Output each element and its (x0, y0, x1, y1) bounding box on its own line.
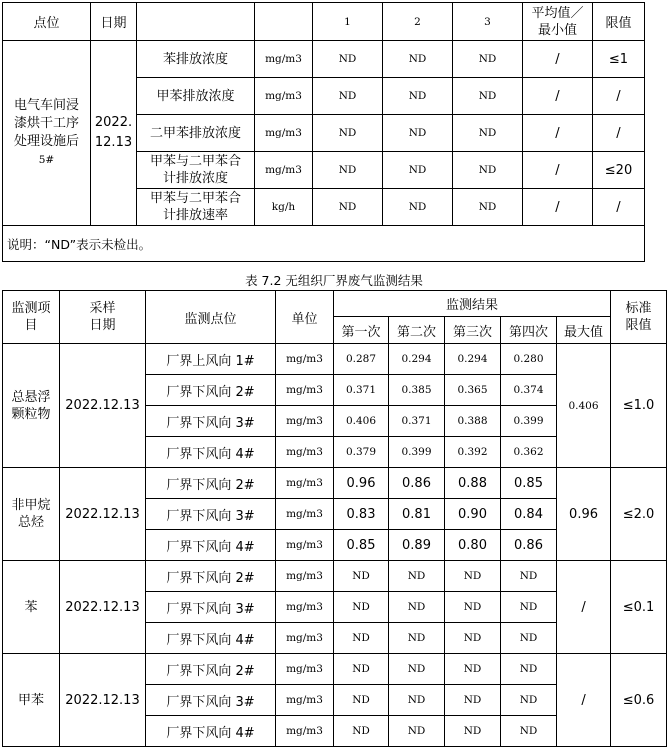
value: 0.90 (445, 499, 501, 530)
sampling-date: 2022.12.13 (60, 468, 146, 561)
monitoring-point: 厂界下风向 4# (146, 623, 276, 654)
value: 0.374 (501, 375, 557, 406)
pollutant-name: 苯排放浓度 (137, 41, 255, 78)
value: ND (313, 78, 383, 115)
average-value: / (523, 41, 593, 78)
sampling-point-line: 5# (38, 154, 55, 166)
monitoring-point: 厂界下风向 2# (146, 561, 276, 592)
header-run-2: 第二次 (389, 317, 445, 344)
value: ND (334, 685, 389, 716)
value: ND (383, 78, 453, 115)
value: ND (445, 685, 501, 716)
value: 0.365 (445, 375, 501, 406)
table-row (3, 654, 667, 685)
limit-value: ≤0.1 (611, 561, 667, 654)
limit-value: ≤0.6 (611, 654, 667, 747)
unit: mg/m3 (276, 716, 334, 747)
max-value: / (557, 561, 611, 654)
table-row (3, 561, 667, 592)
table-row (3, 344, 667, 375)
value: ND (383, 115, 453, 152)
value: 0.83 (334, 499, 389, 530)
table-row (3, 468, 667, 499)
header-blank (137, 3, 255, 41)
unit: mg/m3 (276, 344, 334, 375)
value: 0.379 (334, 437, 389, 468)
value: 0.280 (501, 344, 557, 375)
monitoring-point: 厂界下风向 3# (146, 499, 276, 530)
unit: mg/m3 (255, 41, 313, 78)
sampling-point-line: 电气车间浸 (13, 98, 79, 113)
table-caption: 表 7.2 无组织厂界废气监测结果 (245, 273, 423, 288)
unit: mg/m3 (276, 530, 334, 561)
value: 0.80 (445, 530, 501, 561)
header-sampling-date: 采样 日期 (60, 291, 146, 344)
header-max: 最大值 (557, 317, 611, 344)
unit: mg/m3 (276, 437, 334, 468)
sampling-date-line: 12.13 (94, 135, 133, 150)
value: 0.371 (334, 375, 389, 406)
value: 0.84 (501, 499, 557, 530)
header-run-1: 1 (313, 3, 383, 41)
item-name: 非甲烷 总烃 (3, 468, 60, 561)
value: 0.85 (334, 530, 389, 561)
value: ND (389, 623, 445, 654)
sampling-point (3, 41, 91, 226)
header-date: 日期 (91, 3, 137, 41)
header-item: 监测项 目 (3, 291, 60, 344)
monitoring-point: 厂界下风向 2# (146, 654, 276, 685)
value: 0.96 (334, 468, 389, 499)
value: 0.294 (445, 344, 501, 375)
header-run-3: 3 (453, 3, 523, 41)
max-value: 0.96 (557, 468, 611, 561)
limit-value: / (593, 115, 645, 152)
value: 0.399 (501, 406, 557, 437)
value: ND (313, 41, 383, 78)
sampling-date-line: 2022. (94, 115, 133, 130)
unit: mg/m3 (255, 78, 313, 115)
boundary-gas-table (2, 290, 667, 747)
header-average-line1: 平均值／ (531, 5, 584, 21)
unit: mg/m3 (276, 623, 334, 654)
value: ND (383, 41, 453, 78)
header-limit: 标准 限值 (611, 291, 667, 344)
value: ND (383, 189, 453, 226)
average-value: / (523, 152, 593, 189)
value: ND (389, 716, 445, 747)
value: ND (313, 189, 383, 226)
value: ND (334, 654, 389, 685)
item-name: 苯 (3, 561, 60, 654)
value: ND (453, 115, 523, 152)
value: 0.287 (334, 344, 389, 375)
unit: mg/m3 (276, 685, 334, 716)
value: ND (389, 654, 445, 685)
unit: mg/m3 (276, 592, 334, 623)
header-point: 点位 (3, 3, 91, 41)
header-results: 监测结果 (334, 291, 611, 317)
average-value: / (523, 115, 593, 152)
limit-value: ≤2.0 (611, 468, 667, 561)
value: ND (453, 189, 523, 226)
unit: mg/m3 (276, 375, 334, 406)
value: ND (389, 592, 445, 623)
value: 0.85 (501, 468, 557, 499)
sampling-point-line: 处理设施后 (13, 134, 79, 149)
header-average (523, 3, 593, 41)
value: 0.385 (389, 375, 445, 406)
value: ND (501, 685, 557, 716)
value: 0.406 (334, 406, 389, 437)
unit: mg/m3 (276, 468, 334, 499)
monitoring-point: 厂界下风向 4# (146, 716, 276, 747)
pollutant-name: 甲苯与二甲苯合 计排放浓度 (137, 152, 255, 189)
value: ND (501, 623, 557, 654)
value: ND (334, 561, 389, 592)
limit-value: ≤20 (593, 152, 645, 189)
value: ND (445, 716, 501, 747)
value: 0.88 (445, 468, 501, 499)
value: ND (313, 115, 383, 152)
max-value: 0.406 (557, 344, 611, 468)
value: ND (453, 78, 523, 115)
value: ND (501, 592, 557, 623)
monitoring-point: 厂界下风向 2# (146, 468, 276, 499)
pollutant-name: 二甲苯排放浓度 (137, 115, 255, 152)
monitoring-point: 厂界下风向 4# (146, 530, 276, 561)
value: ND (445, 623, 501, 654)
unit: mg/m3 (255, 115, 313, 152)
max-value: / (557, 654, 611, 747)
value: ND (334, 716, 389, 747)
header-limit: 限值 (593, 3, 645, 41)
item-name: 总悬浮 颗粒物 (3, 344, 60, 468)
average-value: / (523, 189, 593, 226)
unit: mg/m3 (276, 406, 334, 437)
value: ND (501, 716, 557, 747)
value: 0.86 (389, 468, 445, 499)
value: ND (334, 623, 389, 654)
value: ND (383, 152, 453, 189)
header-average-line2: 最小值 (537, 22, 577, 38)
sampling-date (91, 41, 137, 226)
value: 0.81 (389, 499, 445, 530)
header-run-4: 第四次 (501, 317, 557, 344)
sampling-date: 2022.12.13 (60, 344, 146, 468)
unit: mg/m3 (276, 499, 334, 530)
monitoring-point: 厂界下风向 3# (146, 685, 276, 716)
value: ND (501, 561, 557, 592)
monitoring-point: 厂界下风向 3# (146, 406, 276, 437)
unit: mg/m3 (276, 654, 334, 685)
monitoring-point: 厂界下风向 4# (146, 437, 276, 468)
limit-value: / (593, 78, 645, 115)
value: ND (453, 152, 523, 189)
header-run-2: 2 (383, 3, 453, 41)
note-row (3, 226, 645, 262)
value: 0.399 (389, 437, 445, 468)
limit-value: / (593, 189, 645, 226)
header-run-3: 第三次 (445, 317, 501, 344)
value: ND (453, 41, 523, 78)
value: ND (313, 152, 383, 189)
monitoring-point: 厂界下风向 2# (146, 375, 276, 406)
pollutant-name: 甲苯与二甲苯合 计排放速率 (137, 189, 255, 226)
value: ND (501, 654, 557, 685)
value: 0.392 (445, 437, 501, 468)
unit: mg/m3 (255, 152, 313, 189)
value: ND (445, 561, 501, 592)
value: ND (389, 685, 445, 716)
header-unit: 单位 (276, 291, 334, 344)
value: 0.371 (389, 406, 445, 437)
limit-value: ≤1 (593, 41, 645, 78)
value: ND (445, 592, 501, 623)
sampling-date: 2022.12.13 (60, 654, 146, 747)
unit: mg/m3 (276, 561, 334, 592)
sampling-point-line: 漆烘干工序 (13, 116, 79, 131)
value: ND (389, 561, 445, 592)
sampling-date: 2022.12.13 (60, 561, 146, 654)
emission-table (2, 2, 645, 262)
value: 0.388 (445, 406, 501, 437)
value: 0.89 (389, 530, 445, 561)
value: 0.294 (389, 344, 445, 375)
value: ND (445, 654, 501, 685)
header-run-1: 第一次 (334, 317, 389, 344)
value: 0.362 (501, 437, 557, 468)
value: 0.86 (501, 530, 557, 561)
header-point: 监测点位 (146, 291, 276, 344)
table-note: 说明：“ND”表示未检出。 (3, 226, 645, 262)
item-name: 甲苯 (3, 654, 60, 747)
limit-value: ≤1.0 (611, 344, 667, 468)
monitoring-point: 厂界上风向 1# (146, 344, 276, 375)
monitoring-point: 厂界下风向 3# (146, 592, 276, 623)
value: ND (334, 592, 389, 623)
pollutant-name: 甲苯排放浓度 (137, 78, 255, 115)
average-value: / (523, 78, 593, 115)
header-blank (255, 3, 313, 41)
header-row (3, 291, 667, 317)
table-row (3, 41, 645, 78)
header-row (3, 3, 645, 41)
unit: kg/h (255, 189, 313, 226)
